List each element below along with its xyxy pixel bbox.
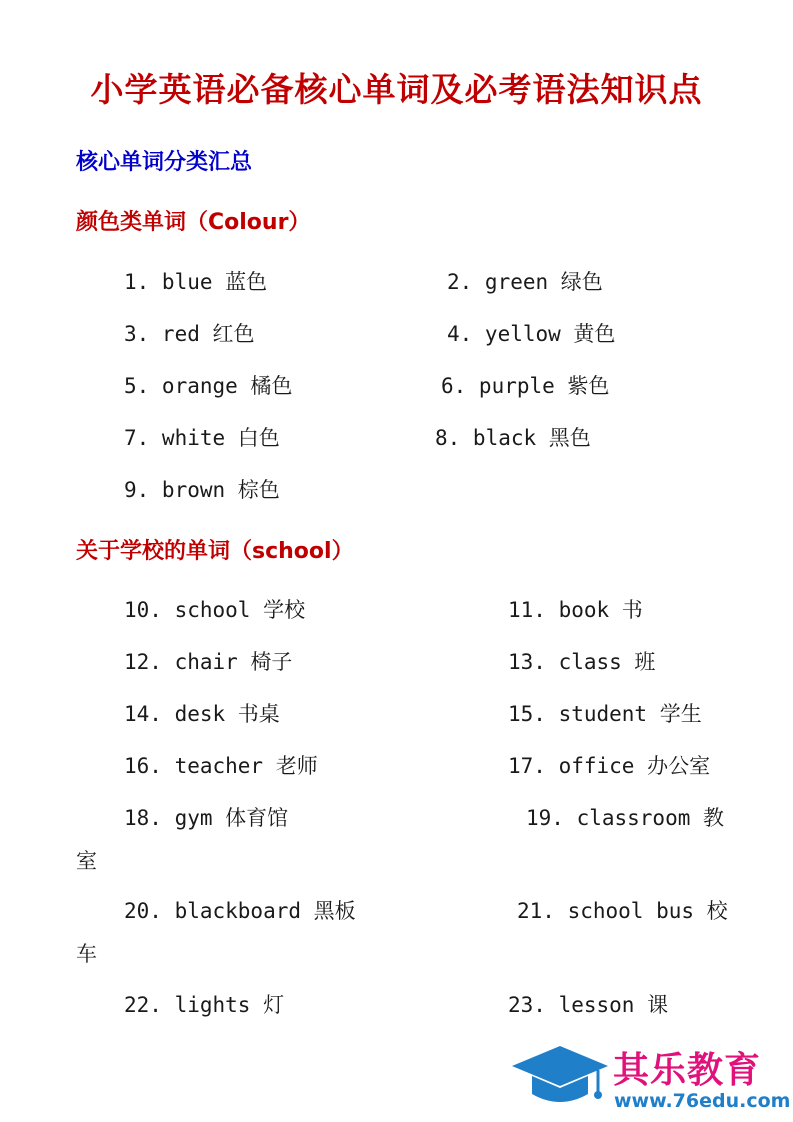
word-item: 13. class 班 [508,650,656,674]
word-item: 20. blackboard 黑板 [124,899,356,923]
logo-url: www.76edu.com [614,1090,791,1112]
page-title: 小学英语必备核心单词及必考语法知识点 [90,70,703,109]
section-heading: 核心单词分类汇总 [76,150,253,175]
word-item: 14. desk 书桌 [124,702,280,726]
word-item: 8. black 黑色 [435,426,591,450]
word-item: 1. blue 蓝色 [124,270,268,294]
word-item: 4. yellow 黄色 [447,322,616,346]
wrapped-text: 室 [76,849,97,873]
word-item: 23. lesson 课 [508,993,669,1017]
word-item: 12. chair 椅子 [124,650,293,674]
school-heading: 关于学校的单词（school） [76,539,354,564]
word-item: 21. school bus 校 [517,899,728,923]
word-item: 16. teacher 老师 [124,754,318,778]
word-item: 6. purple 紫色 [441,374,610,398]
word-item: 3. red 红色 [124,322,255,346]
word-item: 5. orange 橘色 [124,374,293,398]
word-item: 10. school 学校 [124,598,306,622]
word-item: 19. classroom 教 [526,806,725,830]
word-item: 22. lights 灯 [124,993,285,1017]
word-item: 7. white 白色 [124,426,280,450]
word-item: 18. gym 体育馆 [124,806,289,830]
word-item: 17. office 办公室 [508,754,711,778]
logo-name: 其乐教育 [613,1050,762,1091]
word-item: 15. student 学生 [508,702,702,726]
word-item: 11. book 书 [508,598,643,622]
wrapped-text: 车 [76,942,97,966]
word-item: 9. brown 棕色 [124,478,280,502]
graduation-cap-icon [510,1040,610,1112]
logo [510,1040,790,1115]
word-item: 2. green 绿色 [447,270,603,294]
colour-heading: 颜色类单词（Colour） [76,210,311,235]
